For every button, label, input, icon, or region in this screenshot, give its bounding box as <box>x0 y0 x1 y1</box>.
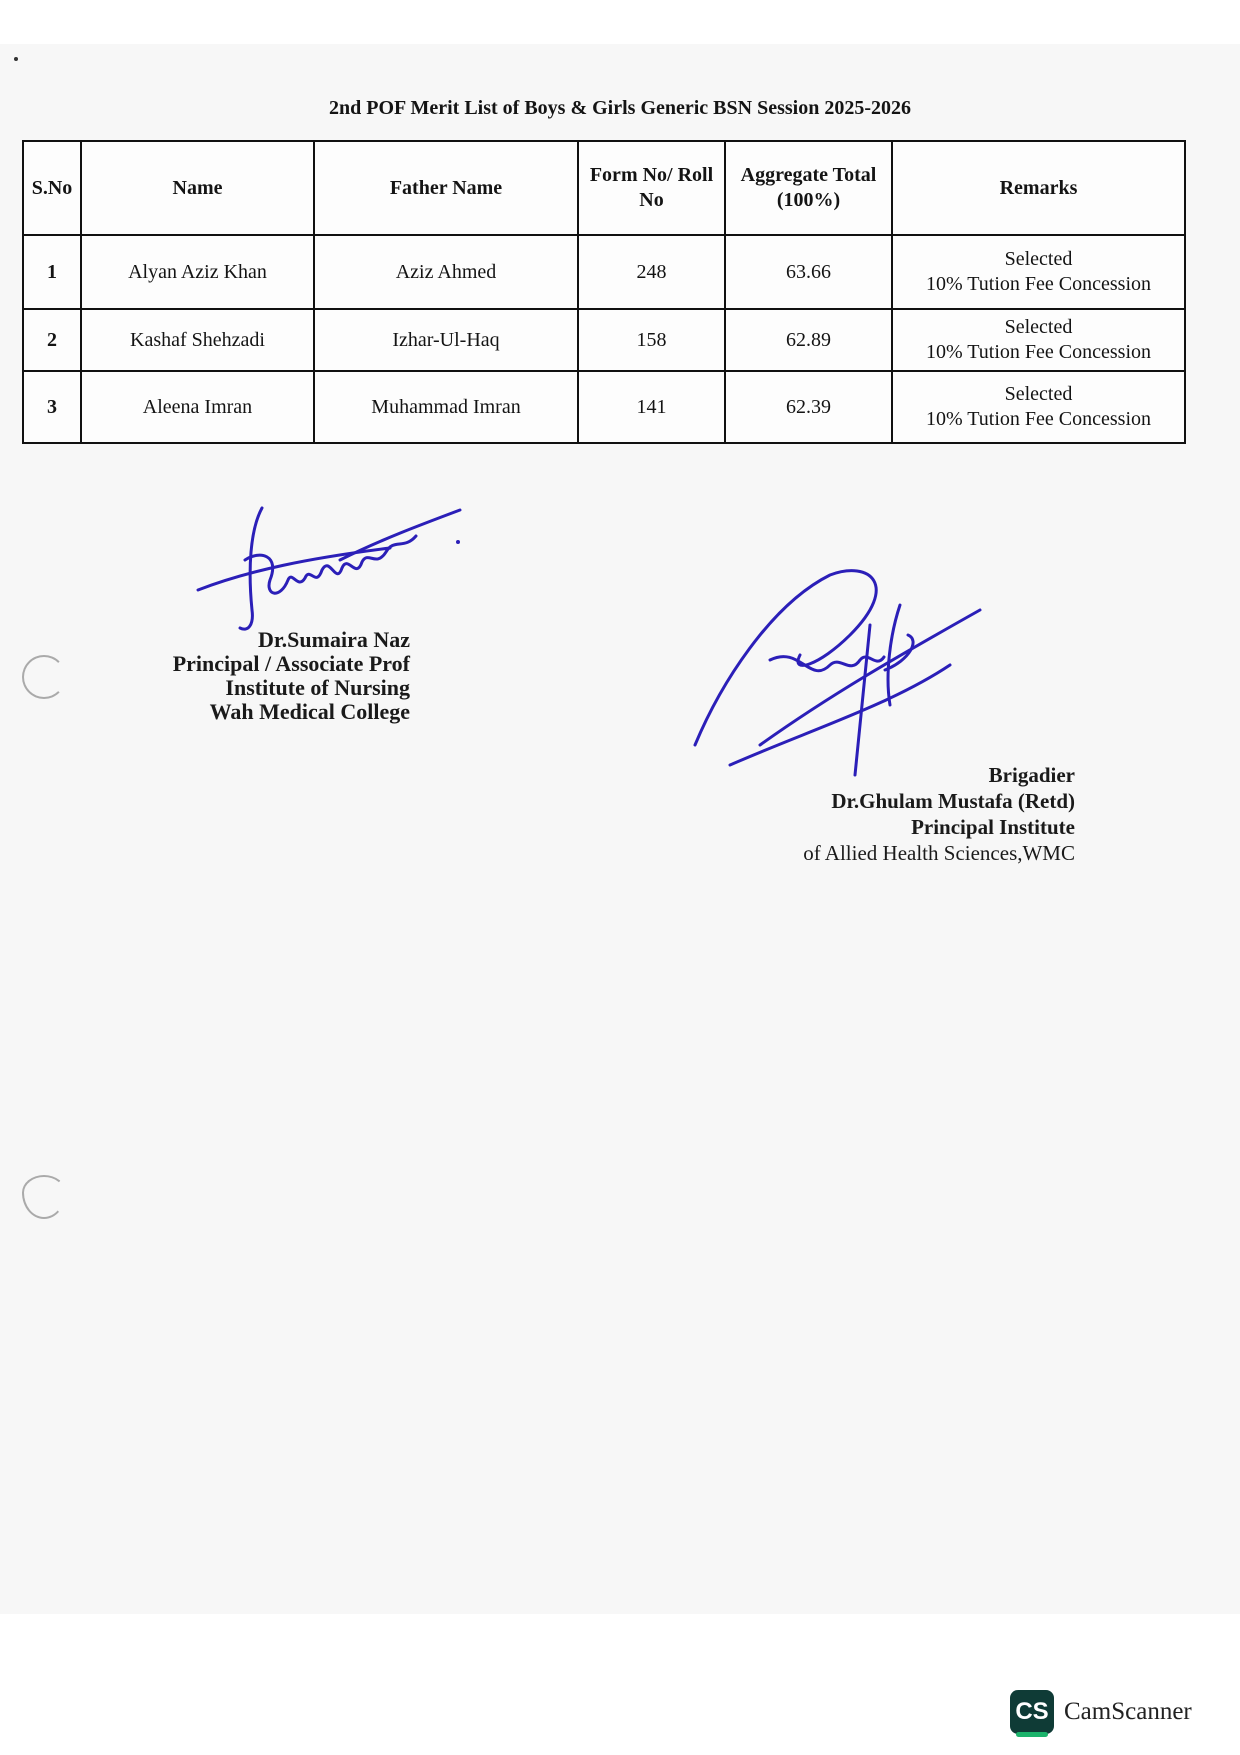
camscanner-label: CamScanner <box>1064 1698 1192 1725</box>
remark-status: Selected <box>1004 383 1073 405</box>
table-row <box>23 309 1185 371</box>
header-remarks: Remarks <box>892 141 1185 235</box>
punch-hole-mark <box>22 655 66 699</box>
cell-name: Aleena Imran <box>81 371 314 443</box>
signatory-right-block <box>700 762 1075 866</box>
signatory-left-designation: Principal / Associate Prof <box>172 651 410 676</box>
remark-concession: 10% Tution Fee Concession <box>925 408 1152 430</box>
header-aggregate-line1: Aggregate Total <box>740 164 877 186</box>
signatory-right-designation: Principal Institute <box>911 815 1075 839</box>
cell-father-name: Izhar-Ul-Haq <box>314 309 578 371</box>
header-father-name: Father Name <box>314 141 578 235</box>
header-sno: S.No <box>23 141 81 235</box>
cell-aggregate: 62.39 <box>725 371 892 443</box>
remark-concession: 10% Tution Fee Concession <box>925 341 1152 363</box>
merit-list-table <box>22 140 1186 444</box>
cell-form-no: 248 <box>578 235 725 309</box>
cell-form-no: 158 <box>578 309 725 371</box>
camscanner-watermark <box>1010 1690 1192 1734</box>
table-row <box>23 371 1185 443</box>
header-aggregate <box>725 141 892 235</box>
scan-speck <box>14 57 18 61</box>
signatory-right-rank: Brigadier <box>988 763 1075 787</box>
cell-sno: 2 <box>23 309 81 371</box>
signatory-left-name: Dr.Sumaira Naz <box>258 627 410 652</box>
cell-remarks <box>892 309 1185 371</box>
header-name: Name <box>81 141 314 235</box>
remark-concession: 10% Tution Fee Concession <box>925 273 1152 295</box>
header-form-no-line1: Form No/ Roll <box>589 164 714 186</box>
cell-sno: 3 <box>23 371 81 443</box>
table-row <box>23 235 1185 309</box>
cell-name: Kashaf Shehzadi <box>81 309 314 371</box>
remark-status: Selected <box>1004 248 1073 270</box>
header-form-no-line2: No <box>639 189 664 211</box>
cell-remarks <box>892 371 1185 443</box>
signatory-left-institution: Wah Medical College <box>209 699 410 724</box>
signatory-left-block <box>100 628 410 724</box>
cell-father-name: Muhammad Imran <box>314 371 578 443</box>
cell-aggregate: 63.66 <box>725 235 892 309</box>
table-header-row <box>23 141 1185 235</box>
header-aggregate-line2: (100%) <box>776 189 841 211</box>
remark-status: Selected <box>1004 316 1073 338</box>
signature-left <box>190 500 470 640</box>
signatory-left-department: Institute of Nursing <box>225 675 410 700</box>
cell-name: Alyan Aziz Khan <box>81 235 314 309</box>
camscanner-logo-icon: CS <box>1010 1690 1054 1734</box>
cell-aggregate: 62.89 <box>725 309 892 371</box>
cell-sno: 1 <box>23 235 81 309</box>
signatory-right-institution: of Allied Health Sciences,WMC <box>803 841 1075 865</box>
cell-father-name: Aziz Ahmed <box>314 235 578 309</box>
signatory-right-name: Dr.Ghulam Mustafa (Retd) <box>831 789 1075 813</box>
document-title: 2nd POF Merit List of Boys & Girls Generic BSN Session 2025-2026 <box>328 97 911 119</box>
signature-right <box>690 565 990 780</box>
cell-form-no: 141 <box>578 371 725 443</box>
header-form-no <box>578 141 725 235</box>
cell-remarks <box>892 235 1185 309</box>
